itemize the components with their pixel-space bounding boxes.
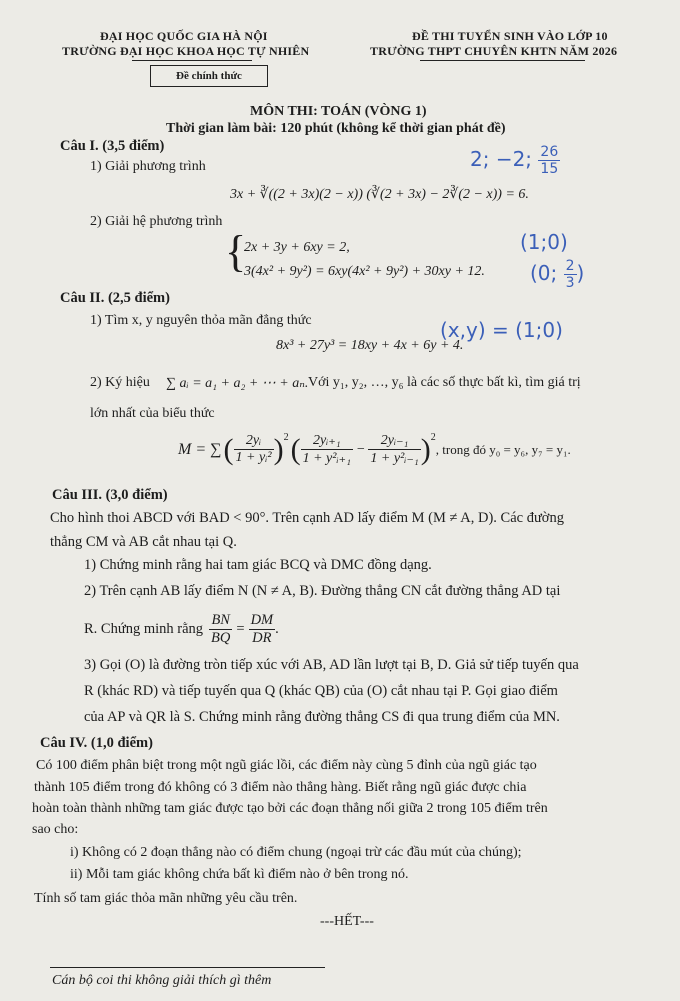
q4-condition1: i) Không có 2 đoạn thẳng nào có điểm chung (ngoại trừ các đầu mút của chúng); xyxy=(70,845,522,860)
footer-note: Cán bộ coi thi không giải thích gì thêm xyxy=(52,973,272,988)
official-label-box xyxy=(150,65,268,87)
q2-expression: M = ∑ ( $\frac{\text{2yᵢ}}{\text{1 + yᵢ²}}$ ) 2 ( $\frac{\text{2yᵢ₊₁}}{\text{1 + y²ᵢ₊₁}}$ − $\frac{\text{2yᵢ₋₁}}{\text{1 + y²ᵢ₋₁}}$ ) 2 , trong đó y₀ = y₆, y₇ = y₁. xyxy=(178,432,571,466)
q2-equation: 8x³ + 27y³ = 18xy + 4x + 6y + 4. xyxy=(276,338,464,353)
school-year: TRƯỜNG THPT CHUYÊN KHTN NĂM 2026 xyxy=(370,44,618,58)
q2-frac2-den: 1 + y²ᵢ₊₁ xyxy=(302,451,351,466)
q2-expr-tail: , trong đó y₀ = y₆, y₇ = y₁. xyxy=(435,441,571,457)
q3-frac2-den: DR xyxy=(252,630,272,646)
q1-system-line2: 3(4x² + 9y²) = 6xy(4x² + 9y²) + 30xy + 12. xyxy=(244,264,485,279)
q1-equation: 3x + ∛((2 + 3x)(2 − x)) (∛(2 + 3x) − 2∛(2 − x)) = 6. xyxy=(230,187,529,202)
q2-frac3-den: 1 + y²ᵢ₋₁ xyxy=(370,451,419,466)
q4-line4: sao cho: xyxy=(32,822,79,837)
q3-frac2-num: DM xyxy=(250,612,274,628)
q2-part2-text2: lớn nhất của biểu thức xyxy=(90,406,215,421)
q3-part1: 1) Chứng minh rằng hai tam giác BCQ và DMC đồng dạng. xyxy=(84,557,432,573)
handwritten-answer-2b-text: (0; xyxy=(530,261,564,285)
handwritten-frac2-num: 2 xyxy=(565,258,575,274)
q2-part1: 1) Tìm x, y nguyên thỏa mãn đẳng thức xyxy=(90,313,312,328)
handwritten-frac-den: 15 xyxy=(540,161,559,177)
q4-line3: hoàn toàn thành những tam giác được tạo bởi các đoạn thẳng nối giữa 2 trong 105 điểm trên xyxy=(32,801,548,816)
handwritten-answer-3: (x,y) = (1;0) xyxy=(440,318,563,342)
q3-frac1-den: BQ xyxy=(211,630,231,646)
q4-line1: Có 100 điểm phân biệt trong một ngũ giác lồi, các điểm này cùng 5 đỉnh của ngũ giác tạo xyxy=(36,758,537,773)
q3-part3-line3: của AP và QR là S. Chứng minh rằng đường thẳng CS đi qua trung điểm của MN. xyxy=(84,709,560,725)
q3-intro-line2: thẳng CM và AB cắt nhau tại Q. xyxy=(50,534,237,550)
handwritten-answer-1 xyxy=(470,144,560,177)
q3-part2-text: R. Chứng minh rằng xyxy=(84,621,204,637)
q4-line2: thành 105 điểm trong đó không có 3 điểm nào thẳng hàng. Biết rằng ngũ giác được chia xyxy=(34,780,527,795)
q2-frac1-num: 2yᵢ xyxy=(234,433,274,450)
q2-heading: Câu II. (2,5 điểm) xyxy=(60,290,170,306)
q2-expr-lhs: M = ∑ xyxy=(178,440,222,458)
q1-system-line1: 2x + 3y + 6xy = 2, xyxy=(244,240,350,255)
handwritten-frac-num: 26 xyxy=(540,144,559,160)
official-label: Đề chính thức xyxy=(176,70,242,82)
handwritten-answer-1-text: 2; −2; xyxy=(470,147,533,171)
q2-frac2-num: 2yᵢ₊₁ xyxy=(301,432,353,450)
q2-frac1-den: 1 + yᵢ² xyxy=(235,450,272,465)
handwritten-answer-2b: (0; $\frac{2}{3}$ ) xyxy=(530,258,585,291)
q4-condition2: ii) Mỗi tam giác không chứa bất kì điểm nào ở bên trong nó. xyxy=(70,867,409,882)
exam-time: Thời gian làm bài: 120 phút (không kể thời gian phát đề) xyxy=(166,121,506,136)
q3-heading: Câu III. (3,0 điểm) xyxy=(52,487,168,503)
exam-subject: MÔN THI: TOÁN (VÒNG 1) xyxy=(250,104,427,119)
q3-part2-line2: R. Chứng minh rằng $\frac{BN}{BQ}$ = $\frac{DM}{DR}$ . xyxy=(84,612,279,646)
q2-sum-notation: ∑ aᵢ = a₁ + a₂ + ⋯ + aₙ. xyxy=(166,376,309,391)
q3-frac1-num: BN xyxy=(209,612,232,630)
q1-heading: Câu I. (3,5 điểm) xyxy=(60,138,165,154)
faculty-underline xyxy=(132,60,252,61)
school-underline xyxy=(420,60,585,61)
q1-system-brace: { xyxy=(225,227,247,276)
q4-heading: Câu IV. (1,0 điểm) xyxy=(40,735,153,751)
handwritten-frac2-den: 3 xyxy=(565,275,575,291)
q1-part1: 1) Giải phương trình xyxy=(90,159,206,174)
q2-part2-label: 2) Ký hiệu xyxy=(90,375,150,390)
q1-part2: 2) Giải hệ phương trình xyxy=(90,214,223,229)
faculty-name: TRƯỜNG ĐẠI HỌC KHOA HỌC TỰ NHIÊN xyxy=(62,44,310,58)
end-marker: ---HẾT--- xyxy=(320,914,374,929)
q2-part2-text: Với y₁, y₂, …, y₆ là các số thực bất kì, tìm giá trị xyxy=(308,375,581,390)
q3-part3-line1: 3) Gọi (O) là đường tròn tiếp xúc với AB, AD lần lượt tại B, D. Giả sử tiếp tuyến qua xyxy=(84,657,579,673)
handwritten-answer-2a: (1;0) xyxy=(520,230,568,254)
q2-frac3-num: 2yᵢ₋₁ xyxy=(368,432,420,450)
q3-intro-line1: Cho hình thoi ABCD với BAD < 90°. Trên cạnh AD lấy điểm M (M ≠ A, D). Các đường xyxy=(50,510,564,526)
university-name: ĐẠI HỌC QUỐC GIA HÀ NỘI xyxy=(100,29,268,43)
exam-type: ĐỀ THI TUYỂN SINH VÀO LỚP 10 xyxy=(412,29,608,43)
q3-part2-line1: 2) Trên cạnh AB lấy điểm N (N ≠ A, B). Đường thẳng CN cắt đường thẳng AD tại xyxy=(84,583,561,599)
q3-part3-line2: R (khác RD) và tiếp tuyến qua Q (khác QB) của (O) cắt nhau tại P. Gọi giao điểm xyxy=(84,683,558,699)
q4-final-question: Tính số tam giác thỏa mãn những yêu cầu trên. xyxy=(34,891,298,906)
footer-rule xyxy=(50,967,325,968)
